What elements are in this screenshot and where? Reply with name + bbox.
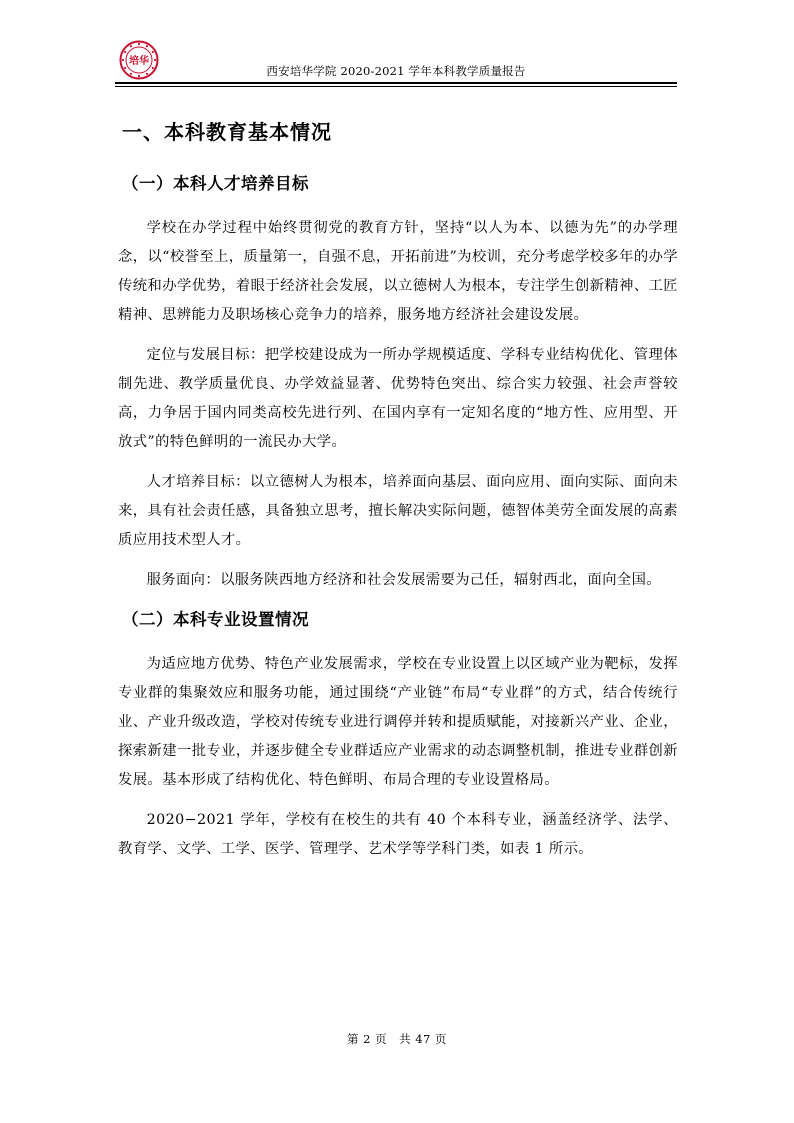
paragraph: 服务面向：以服务陕西地方经济和社会发展需要为己任，辐射西北，面向全国。 <box>146 572 661 588</box>
page-header <box>115 36 677 84</box>
subsection-heading-1: （一）本科人才培养目标 <box>122 174 309 193</box>
header-rule <box>115 82 677 84</box>
page-number: 第 2 页 共 47 页 <box>346 1032 448 1046</box>
header-rule-thin <box>115 86 677 87</box>
svg-text:培华: 培华 <box>129 56 149 67</box>
paragraph: 为适应地方优势、特色产业发展需求，学校在专业设置上以区域产业为靶标，发挥专业群的集聚效应和服务功能，通过围绕“产业链”布局“专业群”的方式，结合传统行业、产业升级改造，学校对传统专业进行调停并转和提质赋能，对接新兴产业、企业，探索新建一批专业，并逐步健全专业群适应产业需求的动态调整机制，推进专业群创新发展。基本形成了结构优化、特色鲜明、布局合理的专业设置格局。 <box>118 656 678 788</box>
subsection-heading-2: （二）本科专业设置情况 <box>122 610 309 629</box>
paragraph: 人才培养目标：以立德树人为根本，培养面向基层、面向应用、面向实际、面向未来，具有社会责任感，具备独立思考，擅长解决实际问题，德智体美劳全面发展的高素质应用技术型人才。 <box>118 474 678 548</box>
page-body <box>118 116 678 875</box>
header-title: 西安培华学院 2020-2021 学年本科教学质量报告 <box>266 64 526 78</box>
paragraph: 2020−2021 学年，学校有在校生的共有 40 个本科专业，涵盖经济学、法学、教育学、文学、工学、医学、管理学、艺术学等学科门类，如表 1 所示。 <box>118 812 678 857</box>
paragraph: 定位与发展目标：把学校建设成为一所办学规模适度、学科专业结构优化、管理体制先进、教学质量优良、办学效益显著、优势特色突出、综合实力较强、社会声誉较高，力争居于国内同类高校先进行列、在国内享有一定知名度的“地方性、应用型、开放式”的特色鲜明的一流民办大学。 <box>118 347 678 450</box>
section-heading: 一、本科教育基本情况 <box>122 120 332 144</box>
paragraph: 学校在办学过程中始终贯彻党的教育方针，坚持“以人为本、以德为先”的办学理念，以“校誉至上，质量第一，自强不息，开拓前进”为校训，充分考虑学校多年的办学传统和办学优势，着眼于经济社会发展，以立德树人为根本，专注学生创新精神、工匠精神、思辨能力及职场核心竞争力的培养，服务地方经济社会建设发展。 <box>118 220 678 323</box>
